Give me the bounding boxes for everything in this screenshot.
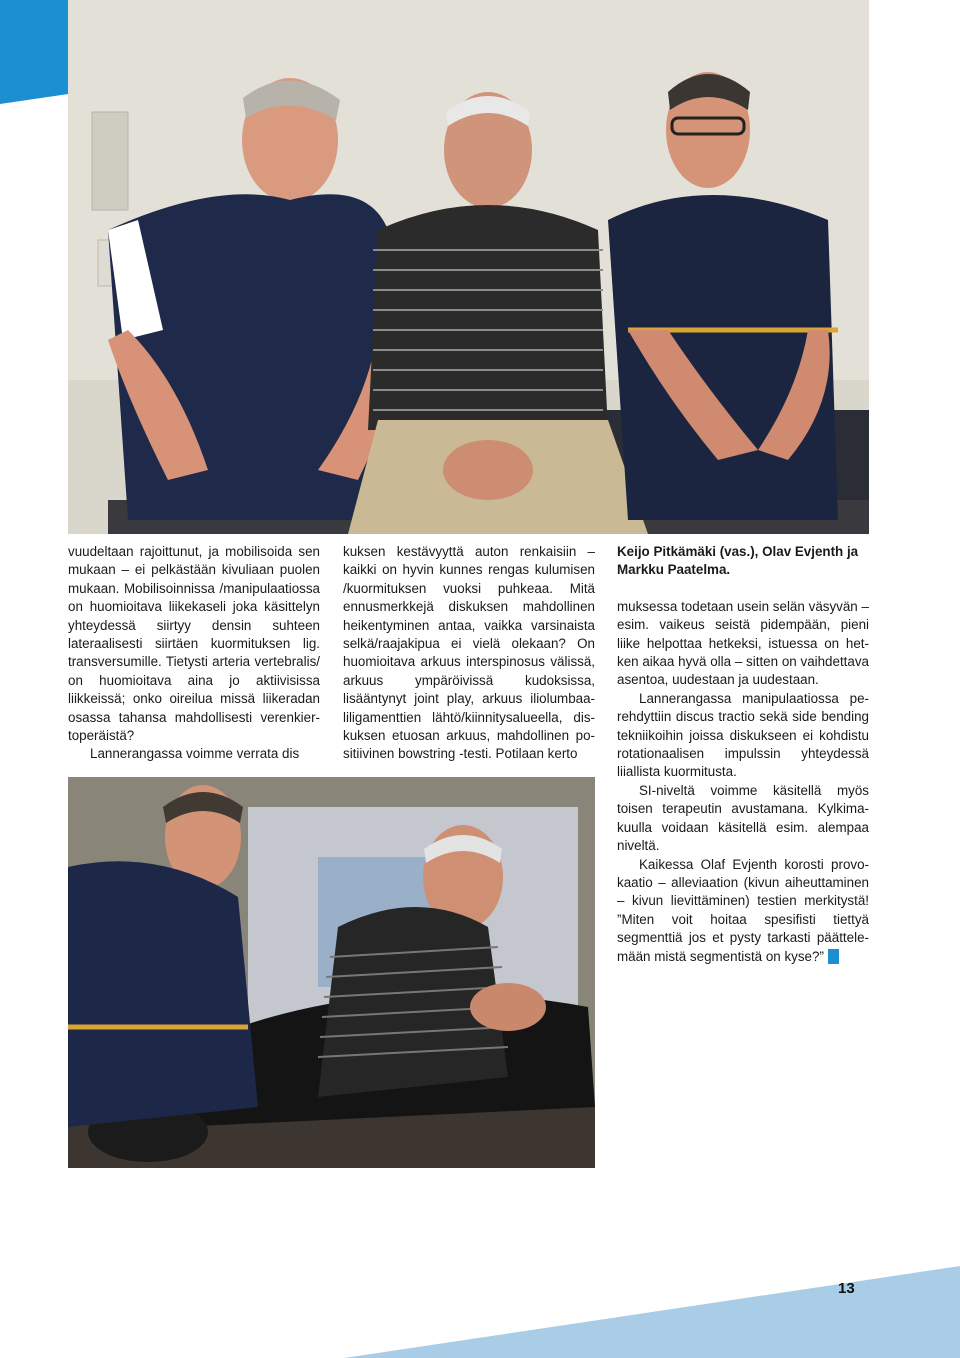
text-column-left	[68, 543, 320, 764]
text-column-middle	[343, 543, 595, 764]
paragraph: vuudeltaan rajoittunut, ja mobilisoida sen mukaan – ei pelkästään kivuliaan puolen mukaan. Mobilisoinnissa /manipulaatiossa on huomioitava liikekaseli joka käsittelyn yhteydessä siirtyy densin suhteen lateraalisesti siirtäen kuormituksen lig. transversumille. Tietysti arteria vertebralis/ on huomioitava aina jo aktiivisissa liikkeissä; onko oireilua missä liikeradan osassa tahansa mahdollisesti verenkiertoperäistä?	[68, 544, 320, 744]
paragraph-text: Kaikessa Olaf Evjenth korosti provokaatio – alleviaation (kivun aiheuttaminen – kivun lievittäminen) testien merkitystä! ”Miten voit hoitaa spesifisti tiettyä segmenttiä jos et pysty tarkasti päättelemään mistä segmentistä on kyse?”	[617, 856, 869, 964]
paragraph: muksessa todetaan usein selän väsyvän – esim. vaikeus seistä pidempään, pieni liike helpottaa hetkeksi, istuessa on hetken aikaa hyvä olla – sitten on vaihdettava asentoa, uudestaan ja uudestaan.	[617, 598, 869, 688]
bottom-photo-illustration	[68, 777, 595, 1168]
page-number: 13	[838, 1280, 855, 1297]
paragraph: Lannerangassa voimme verrata dis	[90, 746, 300, 762]
photo-caption: Keijo Pitkämäki (vas.), Olav Evjenth ja Markku Paatelma.	[617, 544, 859, 578]
top-photo	[68, 0, 869, 534]
paragraph: Lannerangassa manipulaatiossa perehdyttiin discus tractio sekä side bending tekniikoihin joissa diskukseen ei kohdistu rotationaalisen impulssin yhteydessä liiallista kuormitusta.	[617, 690, 869, 780]
bottom-blue-banner	[0, 1260, 960, 1358]
paragraph: SI-niveltä voimme käsitellä myös toisen terapeutin avustamana. Kylkimakuulla voidaan käsitellä esim. alempaa niveltä.	[617, 782, 869, 854]
paragraph: kuksen kestävyyttä auton renkaisiin – kaikki on hyvin kunnes rengas kulumisen /kuormituksen vuoksi puhkeaa. Mitä ennusmerkkejä diskuksen mahdollinen heikentyminen antaa, vaikka varsinaista selkä/raajakipua ei vielä olekaan? On huomioitava arkuus interspinosus välissä, arkuus ympäröivissä kudoksissa, lisääntynyt joint play, arkuus iliolumbaaliligamenttien lähtö/kiinnitysalueella, diskuksen etuosan arkuus, mahdollinen positiivinen bowstring -testi. Potilaan kerto	[343, 544, 595, 762]
top-photo-illustration	[68, 0, 869, 534]
article-end-marker	[828, 949, 839, 964]
text-column-right	[617, 543, 869, 966]
bottom-photo	[68, 777, 595, 1168]
paragraph-final	[617, 856, 869, 966]
